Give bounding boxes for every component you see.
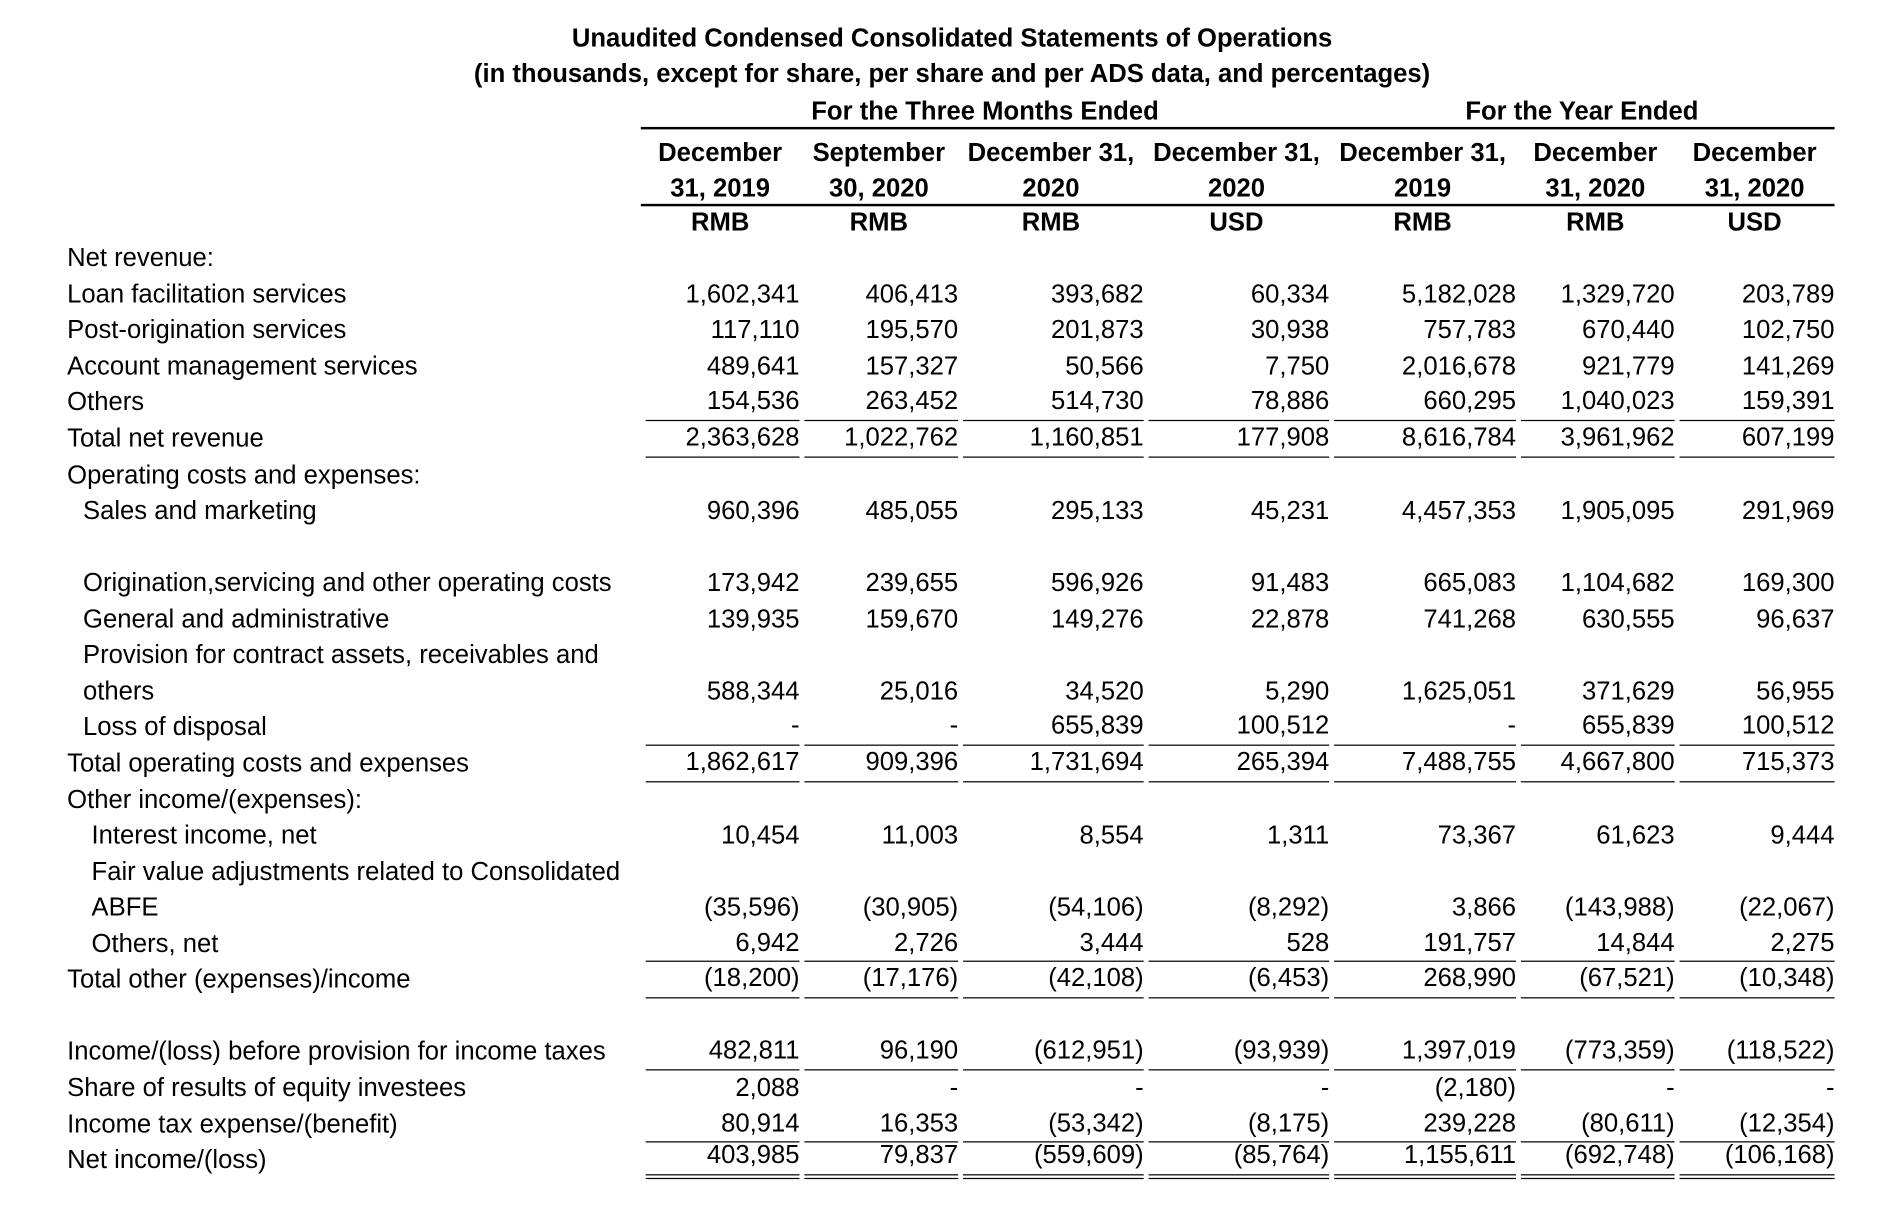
row-label: Income tax expense/(benefit) xyxy=(67,1110,398,1139)
table-row xyxy=(0,279,1892,315)
column-header xyxy=(1144,135,1330,206)
cell-value: (559,609) xyxy=(963,1138,1144,1179)
cell-value: 655,839 xyxy=(1521,708,1675,745)
cell-value: 741,268 xyxy=(1423,605,1516,634)
cell-value: (2,180) xyxy=(1434,1074,1516,1103)
column-header-line2: 31, 2020 xyxy=(1545,174,1646,203)
cell-value: 485,055 xyxy=(865,497,959,526)
table-row xyxy=(0,496,1892,532)
cell-value: 100,512 xyxy=(1149,708,1330,745)
cell-value: 7,750 xyxy=(1265,352,1330,381)
table-row xyxy=(0,1073,1892,1109)
column-header xyxy=(799,135,958,206)
cell-value: 159,391 xyxy=(1680,384,1835,421)
cell-value: (17,176) xyxy=(804,961,958,998)
currency-label: RMB xyxy=(849,208,909,237)
cell-value: 100,512 xyxy=(1680,708,1835,745)
cell-value: 117,110 xyxy=(710,316,800,345)
cell-value: 3,961,962 xyxy=(1521,420,1675,457)
cell-value: 1,311 xyxy=(1266,821,1330,850)
table-row xyxy=(0,640,1892,712)
table-row xyxy=(0,929,1892,965)
cell-value: 80,914 xyxy=(646,1105,800,1142)
cell-value: 5,290 xyxy=(1265,677,1330,706)
cell-value: 73,367 xyxy=(1437,821,1516,850)
cell-value: 9,444 xyxy=(1770,821,1835,850)
row-label: Provision for contract assets, receivables and others xyxy=(83,641,599,706)
cell-value: 665,083 xyxy=(1423,569,1516,598)
cell-value: (18,200) xyxy=(646,961,800,998)
table-row xyxy=(0,351,1892,387)
row-label: Share of results of equity investees xyxy=(67,1074,467,1103)
cell-value: 169,300 xyxy=(1741,569,1835,598)
cell-value: (80,611) xyxy=(1521,1105,1675,1142)
cell-value: 141,269 xyxy=(1741,352,1835,381)
currency-label: RMB xyxy=(1393,208,1452,237)
row-label: Others xyxy=(67,388,145,417)
column-header-line1: December xyxy=(1533,139,1658,168)
row-label: Operating costs and expenses: xyxy=(67,460,421,490)
cell-value: (8,175) xyxy=(1149,1105,1330,1142)
cell-value: 4,457,353 xyxy=(1401,497,1516,526)
cell-value: 2,016,678 xyxy=(1401,352,1516,381)
cell-value: 201,873 xyxy=(1051,316,1144,345)
cell-value: 1,625,051 xyxy=(1401,677,1516,706)
column-header-line2: 2020 xyxy=(1207,174,1265,203)
cell-value: 630,555 xyxy=(1581,605,1675,634)
cell-value: 715,373 xyxy=(1680,745,1835,782)
cell-value: 239,655 xyxy=(865,569,959,598)
cell-value: 195,570 xyxy=(865,316,959,345)
cell-value: 96,190 xyxy=(804,1033,958,1070)
cell-value: 528 xyxy=(1149,925,1330,962)
cell-value: 291,969 xyxy=(1741,497,1835,526)
cell-value: (692,748) xyxy=(1521,1138,1675,1179)
currency-label: USD xyxy=(1209,208,1264,237)
cell-value: 173,942 xyxy=(706,569,800,598)
cell-value: 1,160,851 xyxy=(963,420,1144,457)
cell-value: 403,985 xyxy=(646,1138,800,1179)
column-header-line2: 30, 2020 xyxy=(828,174,929,203)
column-header xyxy=(1329,135,1516,206)
statement-title: Unaudited Condensed Consolidated Statements of Operations xyxy=(571,24,1333,53)
row-label: Total other (expenses)/income xyxy=(67,965,411,995)
cell-value: 3,866 xyxy=(1451,893,1516,922)
cell-value: 14,844 xyxy=(1521,925,1675,962)
cell-value: 3,444 xyxy=(963,925,1144,962)
cell-value: 25,016 xyxy=(879,677,959,706)
cell-value: (85,764) xyxy=(1149,1138,1330,1179)
cell-value: 45,231 xyxy=(1250,497,1330,526)
cell-value: 79,837 xyxy=(804,1138,958,1179)
cell-value: 1,602,341 xyxy=(685,280,800,309)
statement-rows xyxy=(0,243,1892,1181)
cell-value: 1,397,019 xyxy=(1334,1033,1516,1070)
cell-value: 757,783 xyxy=(1423,316,1516,345)
cell-value: 670,440 xyxy=(1581,316,1675,345)
column-header-line2: 2020 xyxy=(1022,174,1080,203)
cell-value: 8,616,784 xyxy=(1334,420,1516,457)
currency-label: USD xyxy=(1727,208,1782,237)
cell-value: (54,106) xyxy=(1048,893,1144,922)
cell-value: 102,750 xyxy=(1741,316,1835,345)
row-label: Income/(loss) before provision for income taxes xyxy=(67,1038,606,1067)
cell-value: (30,905) xyxy=(862,893,959,922)
table-row xyxy=(0,857,1892,929)
row-label: Fair value adjustments related to Consolidated ABFE xyxy=(91,857,621,922)
cell-value: 60,334 xyxy=(1250,280,1330,309)
cell-value: 1,104,682 xyxy=(1560,569,1675,598)
table-row xyxy=(0,315,1892,351)
column-header xyxy=(1675,135,1835,206)
cell-value: 203,789 xyxy=(1741,280,1835,309)
cell-value: 2,088 xyxy=(735,1074,800,1103)
cell-value: 7,488,755 xyxy=(1334,745,1516,782)
row-label: Net income/(loss) xyxy=(67,1146,267,1175)
cell-value: 11,003 xyxy=(881,821,959,850)
table-row xyxy=(0,1141,1892,1181)
table-row xyxy=(0,387,1892,423)
row-label: Total net revenue xyxy=(67,424,264,453)
cell-value: 8,554 xyxy=(1079,821,1144,850)
cell-value: 22,878 xyxy=(1250,605,1330,634)
table-row xyxy=(0,604,1892,640)
cell-value: 1,905,095 xyxy=(1560,497,1675,526)
row-label: Loan facilitation services xyxy=(67,280,347,309)
cell-value: 34,520 xyxy=(1065,677,1144,706)
group-year: For the Year Ended xyxy=(1465,97,1699,126)
cell-value: (12,354) xyxy=(1680,1105,1835,1142)
cell-value: 159,670 xyxy=(865,605,959,634)
currency-label: RMB xyxy=(1566,208,1625,237)
table-row xyxy=(0,243,1892,279)
table-row xyxy=(0,1001,1892,1073)
column-header-line1: December 31, xyxy=(967,139,1135,168)
cell-value: (53,342) xyxy=(963,1105,1144,1142)
cell-value: 16,353 xyxy=(804,1105,958,1142)
cell-value: 588,344 xyxy=(706,677,800,706)
column-header xyxy=(641,135,800,206)
column-header-line1: December 31, xyxy=(1339,139,1506,168)
cell-value: 2,363,628 xyxy=(646,420,800,457)
cell-value: (106,168) xyxy=(1680,1138,1835,1179)
cell-value: 607,199 xyxy=(1680,420,1835,457)
currency-label: RMB xyxy=(690,208,750,237)
table-row xyxy=(0,820,1892,856)
cell-value: 482,811 xyxy=(646,1033,800,1070)
cell-value: 50,566 xyxy=(1065,352,1144,381)
cell-value: (22,067) xyxy=(1739,893,1835,922)
cell-value: 655,839 xyxy=(963,708,1144,745)
group-three-months: For the Three Months Ended xyxy=(811,97,1159,126)
cell-value: (118,522) xyxy=(1680,1033,1835,1070)
cell-value: (10,348) xyxy=(1680,961,1835,998)
cell-value: 177,908 xyxy=(1149,420,1330,457)
table-row xyxy=(0,965,1892,1001)
table-row xyxy=(0,460,1892,496)
table-row xyxy=(0,532,1892,604)
cell-value: (6,453) xyxy=(1149,961,1330,998)
cell-value: 154,536 xyxy=(646,384,800,421)
header-rule xyxy=(641,127,1835,129)
column-header-line1: December 31, xyxy=(1153,139,1320,168)
column-header-line2: 2019 xyxy=(1394,174,1452,203)
column-header-line1: December xyxy=(658,139,783,168)
cell-value: - xyxy=(949,1074,959,1103)
cell-value: 1,040,023 xyxy=(1521,384,1675,421)
row-label: Sales and marketing xyxy=(83,497,317,526)
column-header xyxy=(958,135,1144,206)
cell-value: 10,454 xyxy=(721,821,800,850)
cell-value: 56,955 xyxy=(1756,677,1835,706)
cell-value: 191,757 xyxy=(1334,925,1516,962)
statement-subtitle: (in thousands, except for share, per share and per ADS data, and percentages) xyxy=(473,59,1431,88)
cell-value: - xyxy=(1135,1074,1144,1103)
cell-value: 4,667,800 xyxy=(1521,745,1675,782)
row-label: Origination,servicing and other operating costs xyxy=(83,569,612,598)
cell-value: 295,133 xyxy=(1051,497,1144,526)
cell-value: 61,623 xyxy=(1596,821,1675,850)
cell-value: (612,951) xyxy=(963,1033,1144,1070)
cell-value: 1,862,617 xyxy=(646,745,800,782)
cell-value: (143,988) xyxy=(1564,893,1675,922)
cell-value: - xyxy=(1320,1074,1330,1103)
cell-value: 596,926 xyxy=(1051,569,1144,598)
table-row xyxy=(0,424,1892,460)
cell-value: (773,359) xyxy=(1521,1033,1675,1070)
cell-value: 1,731,694 xyxy=(963,745,1144,782)
cell-value: - xyxy=(1666,1074,1675,1103)
row-label: Net revenue: xyxy=(67,244,214,273)
column-header-line1: December xyxy=(1692,139,1817,168)
column-header-line2: 31, 2020 xyxy=(1704,174,1805,203)
cell-value: 371,629 xyxy=(1581,677,1675,706)
cell-value: 6,942 xyxy=(646,925,800,962)
cell-value: 96,637 xyxy=(1756,605,1835,634)
cell-value: - xyxy=(646,708,800,745)
cell-value: 139,935 xyxy=(706,605,800,634)
column-header xyxy=(1516,135,1675,206)
cell-value: (42,108) xyxy=(963,961,1144,998)
cell-value: 263,452 xyxy=(804,384,958,421)
cell-value: 5,182,028 xyxy=(1401,280,1516,309)
cell-value: 265,394 xyxy=(1149,745,1330,782)
header-rule xyxy=(641,204,1835,206)
cell-value: 1,155,611 xyxy=(1334,1138,1516,1179)
cell-value: 30,938 xyxy=(1250,316,1330,345)
cell-value: 921,779 xyxy=(1581,352,1675,381)
row-label: Post-origination services xyxy=(67,316,347,345)
cell-value: 2,726 xyxy=(804,925,958,962)
cell-value: - xyxy=(1826,1074,1835,1103)
cell-value: 149,276 xyxy=(1051,605,1144,634)
table-row xyxy=(0,748,1892,784)
table-row xyxy=(0,712,1892,748)
cell-value: 1,329,720 xyxy=(1560,280,1675,309)
cell-value: 239,228 xyxy=(1334,1105,1516,1142)
cell-value: 660,295 xyxy=(1334,384,1516,421)
table-row xyxy=(0,784,1892,820)
column-header-line2: 31, 2019 xyxy=(670,174,771,203)
cell-value: 268,990 xyxy=(1334,961,1516,998)
cell-value: (93,939) xyxy=(1149,1033,1330,1070)
cell-value: 489,641 xyxy=(706,352,800,381)
cell-value: (8,292) xyxy=(1248,893,1330,922)
cell-value: 1,022,762 xyxy=(804,420,958,457)
row-label: General and administrative xyxy=(83,605,390,634)
cell-value: 406,413 xyxy=(865,280,959,309)
row-label: Loss of disposal xyxy=(83,713,267,742)
row-label: Others, net xyxy=(91,929,219,958)
cell-value: 157,327 xyxy=(865,352,959,381)
cell-value: (35,596) xyxy=(704,893,800,922)
cell-value: - xyxy=(1334,708,1516,745)
cell-value: - xyxy=(804,708,958,745)
row-label: Account management services xyxy=(67,352,418,381)
row-label: Other income/(expenses): xyxy=(67,785,363,814)
cell-value: (67,521) xyxy=(1521,961,1675,998)
column-header-line1: September xyxy=(812,139,946,168)
row-label: Interest income, net xyxy=(91,821,317,850)
cell-value: 960,396 xyxy=(706,497,800,526)
row-label: Total operating costs and expenses xyxy=(67,749,469,778)
cell-value: 78,886 xyxy=(1149,384,1330,421)
cell-value: 393,682 xyxy=(1051,280,1144,309)
currency-label: RMB xyxy=(1021,208,1081,237)
cell-value: 909,396 xyxy=(804,745,958,782)
cell-value: 91,483 xyxy=(1250,569,1330,598)
cell-value: 2,275 xyxy=(1680,925,1835,962)
cell-value: 514,730 xyxy=(963,384,1144,421)
